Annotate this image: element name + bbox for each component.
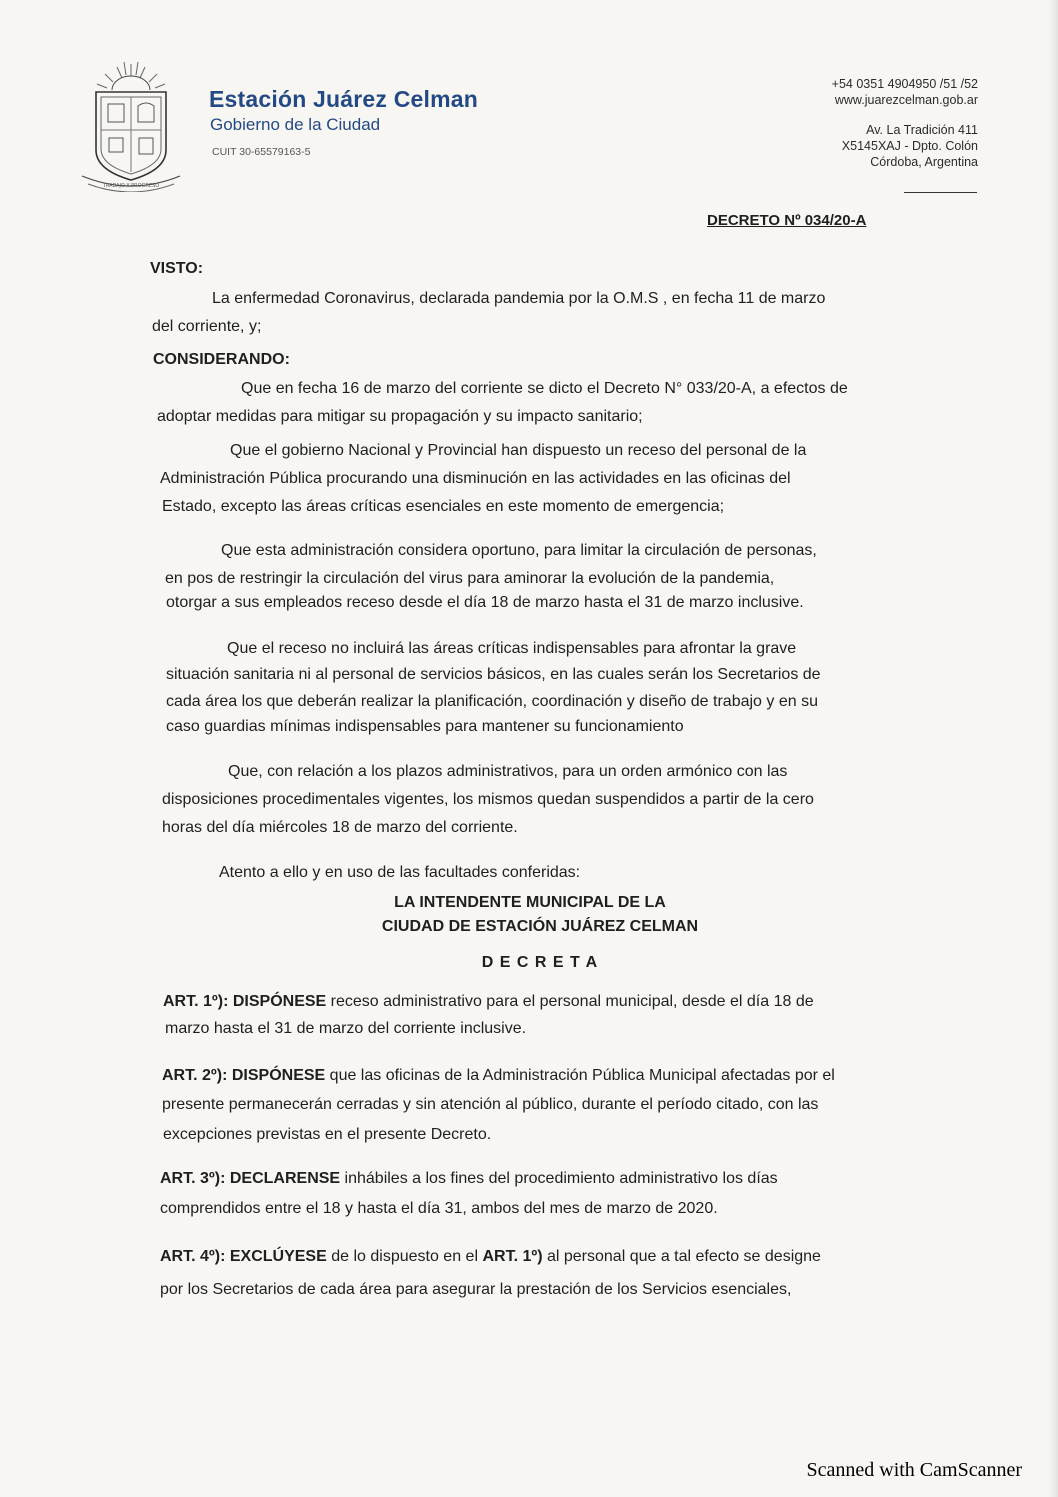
authority-line-1: LA INTENDENTE MUNICIPAL DE LA (394, 894, 666, 911)
visto-line-2: del corriente, y; (152, 318, 262, 335)
article-4-reference: ART. 1º) (482, 1248, 543, 1265)
camscanner-watermark: Scanned with CamScanner (806, 1459, 1022, 1481)
considerando-line: Que el gobierno Nacional y Provincial han dispuesto un receso del personal de la (230, 442, 807, 459)
scan-edge-shadow (1048, 0, 1058, 1497)
article-3-label: ART. 3º): (160, 1170, 226, 1187)
considerando-line: en pos de restringir la circulación del virus para aminorar la evolución de la pandemia, (165, 570, 775, 587)
article-2-line-3: excepciones previstas en el presente Decreto. (163, 1126, 492, 1143)
seal-motto: TRABAJO Y PROGRESO (102, 183, 160, 189)
address-line-2: X5145XAJ - Dpto. Colón (841, 139, 978, 153)
article-4-label: ART. 4º): (160, 1248, 226, 1265)
visto-line-1: La enfermedad Coronavirus, declarada pandemia por la O.M.S , en fecha 11 de marzo (212, 290, 826, 307)
decreto-number: DECRETO Nº 034/20-A (707, 212, 867, 229)
article-4-verb: EXCLÚYESE (229, 1248, 327, 1265)
article-1-verb: DISPÓNESE (232, 993, 327, 1010)
considerando-line: Que esta administración considera oportuno, para limitar la circulación de personas, (221, 542, 817, 559)
article-2-text: que las oficinas de la Administración Pública Municipal afectadas por el (325, 1067, 835, 1084)
article-4-line-1 (160, 1246, 821, 1267)
article-1-line-1 (163, 991, 814, 1012)
org-subtitle: Gobierno de la Ciudad (210, 115, 381, 134)
considerando-line: caso guardias mínimas indispensables para mantener su funcionamiento (166, 718, 684, 735)
article-2-label: ART. 2º): (162, 1067, 228, 1084)
considerando-line: Que el receso no incluirá las áreas críticas indispensables para afrontar la grave (227, 640, 797, 657)
municipal-seal-icon (72, 58, 190, 192)
article-4-text-a: de lo dispuesto en el (326, 1248, 483, 1265)
article-2-verb: DISPÓNESE (231, 1067, 326, 1084)
article-4-line-2: por los Secretarios de cada área para asegurar la prestación de los Servicios esenciales, (160, 1281, 792, 1298)
considerando-line: situación sanitaria ni al personal de servicios básicos, en las cuales serán los Secretarios de (166, 666, 821, 683)
article-3-text: inhábiles a los fines del procedimiento administrativo los días (340, 1170, 778, 1187)
contact-block (832, 76, 978, 170)
address-line-3: Córdoba, Argentina (870, 155, 978, 169)
considerando-heading: CONSIDERANDO: (153, 351, 290, 368)
article-1-line-2: marzo hasta el 31 de marzo del corriente inclusive. (165, 1020, 527, 1037)
atento-line: Atento a ello y en uso de las facultades conferidas: (219, 864, 581, 881)
article-3-verb: DECLARENSE (229, 1170, 341, 1187)
article-4-text-b: al personal que a tal efecto se designe (542, 1248, 821, 1265)
considerando-line: Que en fecha 16 de marzo del corriente se dicto el Decreto N° 033/20-A, a efectos de (241, 380, 848, 397)
org-name: Estación Juárez Celman (209, 86, 479, 112)
considerando-line: cada área los que deberán realizar la planificación, coordinación y diseño de trabajo y en su (166, 693, 818, 710)
article-2-line-1 (162, 1065, 835, 1086)
considerando-line: adoptar medidas para mitigar su propagación y su impacto sanitario; (157, 408, 643, 425)
considerando-line: Administración Pública procurando una disminución en las actividades en las oficinas del (160, 470, 791, 487)
org-cuit: CUIT 30-65579163-5 (212, 146, 311, 158)
contact-divider (904, 192, 977, 193)
considerando-line: Que, con relación a los plazos administrativos, para un orden armónico con las (228, 763, 788, 780)
address-line-1: Av. La Tradición 411 (866, 123, 978, 137)
contact-website: www.juarezcelman.gob.ar (834, 93, 978, 107)
considerando-line: otorgar a sus empleados receso desde el día 18 de marzo hasta el 31 de marzo inclusive. (166, 594, 804, 611)
visto-heading: VISTO: (150, 260, 204, 277)
considerando-line: disposiciones procedimentales vigentes, los mismos quedan suspendidos a partir de la cero (162, 791, 814, 808)
article-2-line-2: presente permanecerán cerradas y sin atención al público, durante el período citado, con las (162, 1096, 819, 1113)
authority-line-2: CIUDAD DE ESTACIÓN JUÁREZ CELMAN (381, 918, 699, 935)
decreta-heading: D E C R E T A (481, 954, 599, 971)
article-1-label: ART. 1º): (163, 993, 229, 1010)
article-3-line-1 (160, 1168, 778, 1189)
article-1-text: receso administrativo para el personal municipal, desde el día 18 de (326, 993, 814, 1010)
article-3-line-2: comprendidos entre el 18 y hasta el día 31, ambos del mes de marzo de 2020. (160, 1200, 718, 1217)
considerando-line: Estado, excepto las áreas críticas esenciales en este momento de emergencia; (162, 498, 725, 515)
considerando-line: horas del día miércoles 18 de marzo del corriente. (162, 819, 518, 836)
contact-phone: +54 0351 4904950 /51 /52 (831, 77, 978, 91)
